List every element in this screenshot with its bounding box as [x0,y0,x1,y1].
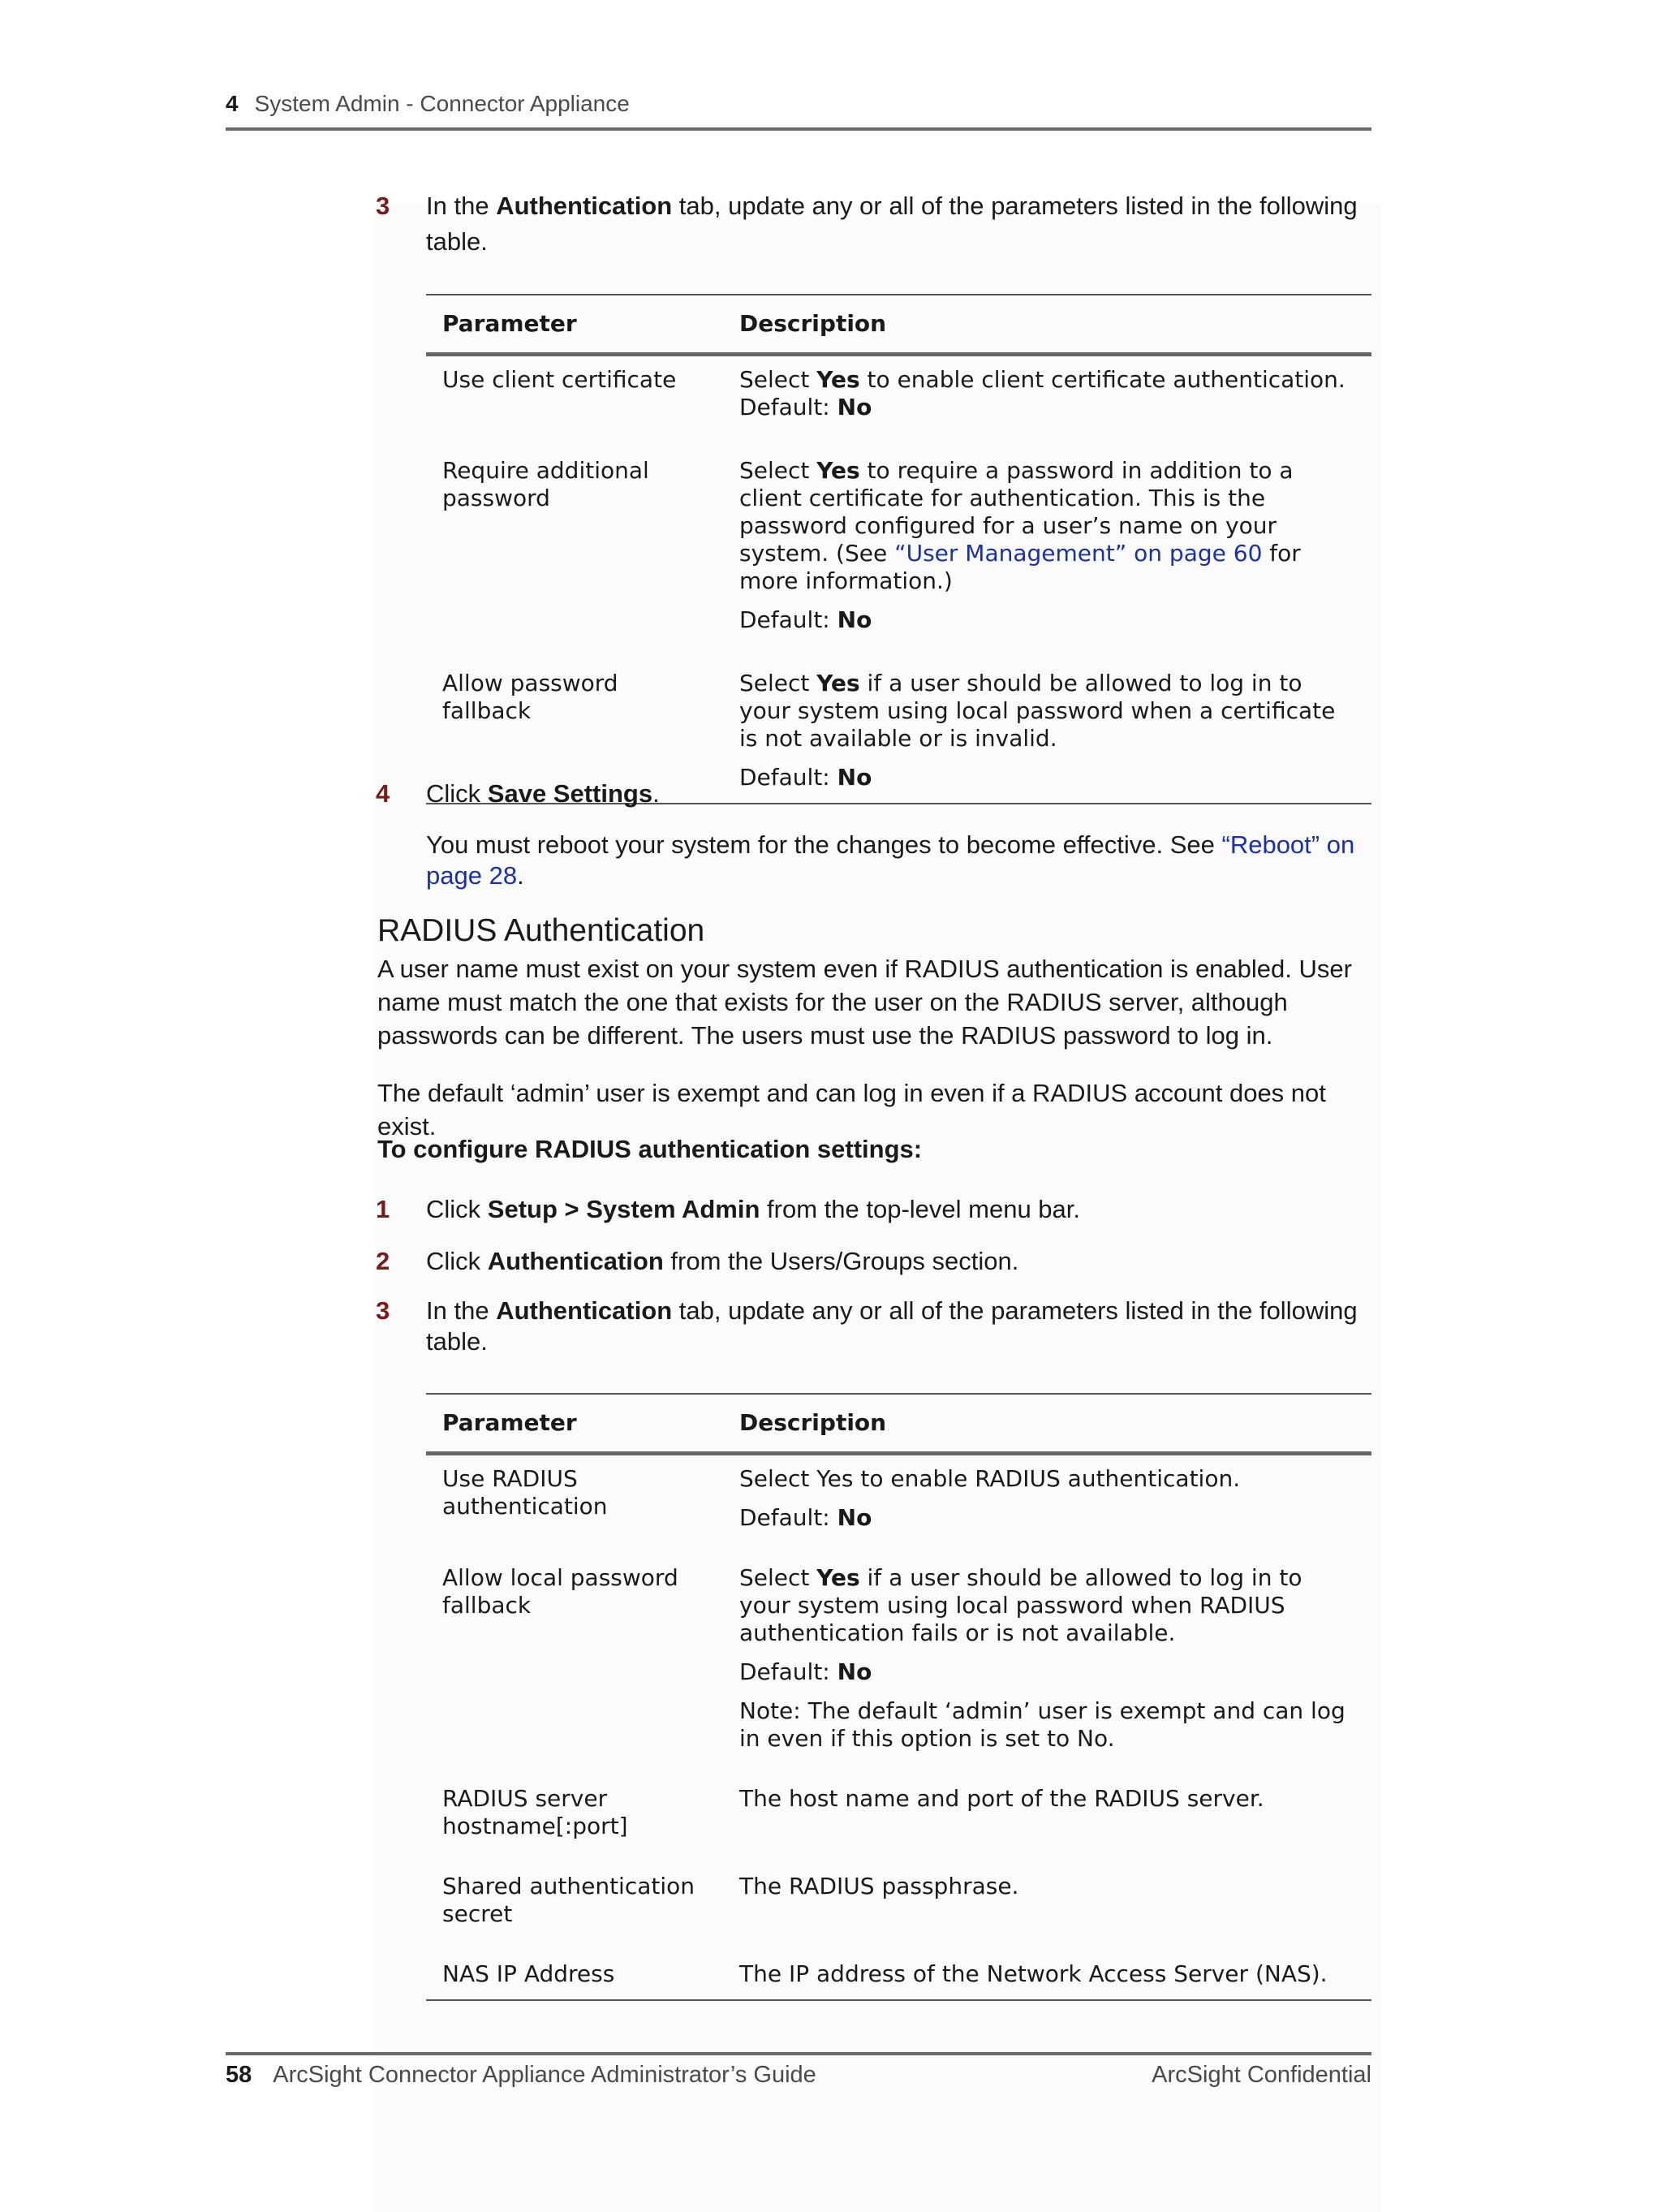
description-cell: The RADIUS passphrase. [739,1873,1019,1899]
table-row [426,1764,1371,1852]
column-header-parameter: Parameter [426,295,723,355]
step-text: Click Setup > System Admin from the top-level menu bar. [426,1195,1081,1223]
step-1-setup-menu [377,1192,1376,1227]
step-text: Click Authentication from the Users/Groups section. [426,1247,1019,1275]
step-number: 3 [376,1296,390,1325]
radius-admin-note: The default ‘admin’ user is exempt and can log in even if a RADIUS account does not exist. [377,1079,1326,1140]
step-number: 2 [376,1247,390,1275]
step-3-authentication-tab [377,188,1376,260]
section-heading-radius: RADIUS Authentication [377,913,705,948]
step-text: In the Authentication tab, update any or all of the parameters listed in the following table. [426,1296,1358,1356]
reboot-link[interactable]: “Reboot” on page 28 [426,830,1355,890]
step-number: 1 [376,1195,390,1223]
guide-title: ArcSight Connector Appliance Administrator’s Guide [273,2062,816,2088]
step-text: Click Save Settings. [426,779,660,808]
parameter-cell: Require additional password [442,457,649,511]
description-cell: Select Yes to enable client certificate authentication. Default: No [739,366,1346,420]
chapter-number: 4 [226,91,239,116]
radius-parameters-table [426,1393,1371,2001]
table-row [426,1454,1371,1544]
chapter-title: System Admin - Connector Appliance [254,91,630,116]
step-text: In the Authentication tab, update any or all of the parameters listed in the following table. [426,192,1358,256]
step-number: 3 [376,192,390,220]
table-header-row [426,295,1371,355]
radius-intro-paragraph: A user name must exist on your system even if RADIUS authentication is enabled. User name must match the one that exists for the user on the RADIUS server, although passwords can be different. The users must use the RADIUS password to log in. [377,955,1352,1050]
column-header-description: Description [723,295,1371,355]
reboot-note: You must reboot your system for the changes to become effective. See “Reboot” on page 28. [426,830,1355,890]
procedure-title: To configure RADIUS authentication settings: [377,1135,923,1163]
description-cell: The IP address of the Network Access Server (NAS). [723,1939,1371,2000]
confidential-label: ArcSight Confidential [1152,2062,1371,2088]
column-header-description: Description [723,1394,1371,1454]
description-cell: Select Yes if a user should be allowed to log in to your system using local password when RADIUS authentication fails or is not available. Default: No Note: The default ‘admin’ user is exempt and can log in even if this option is set to No. [739,1564,1346,1752]
parameter-cell: Allow password fallback [426,645,723,804]
parameter-cell: Use RADIUS authentication [442,1465,608,1520]
table-row [426,433,1371,645]
parameter-cell: Shared authentication secret [442,1873,695,1927]
step-number: 4 [376,779,390,808]
table-header-row [426,1394,1371,1454]
user-management-link[interactable]: “User Management” on page 60 [894,540,1263,567]
description-cell: Select Yes if a user should be allowed to log in to your system using local password when a certificate is not available or is invalid. Default: No [723,645,1371,804]
parameter-cell: Allow local password fallback [442,1564,678,1619]
column-header-parameter: Parameter [426,1394,723,1454]
step-4-save-settings [377,776,1376,812]
step-3-radius-tab [377,1296,1376,1357]
page-footer [226,2062,1371,2089]
parameter-cell: Use client certificate [442,366,677,393]
page-number: 58 [226,2062,252,2088]
page-header [226,91,1371,117]
description-cell: Select Yes to enable RADIUS authentication. Default: No [739,1465,1241,1531]
description-cell: Select Yes to require a password in addition to a client certificate for authentication. This is the password configured for a user’s name on your system. (See “User Management” on page 60 for more information.) Default: No [739,457,1301,633]
table-row [426,1543,1371,1764]
table-row [426,1852,1371,1939]
step-2-authentication-click [377,1244,1376,1279]
table-row [426,355,1371,433]
header-divider [226,127,1371,131]
footer-divider [226,2052,1371,2055]
table-row [426,1939,1371,2000]
description-cell: The host name and port of the RADIUS server. [739,1785,1264,1812]
parameter-cell: NAS IP Address [426,1939,723,2000]
authentication-parameters-table [426,294,1371,804]
parameter-cell: RADIUS server hostname[:port] [442,1785,628,1839]
